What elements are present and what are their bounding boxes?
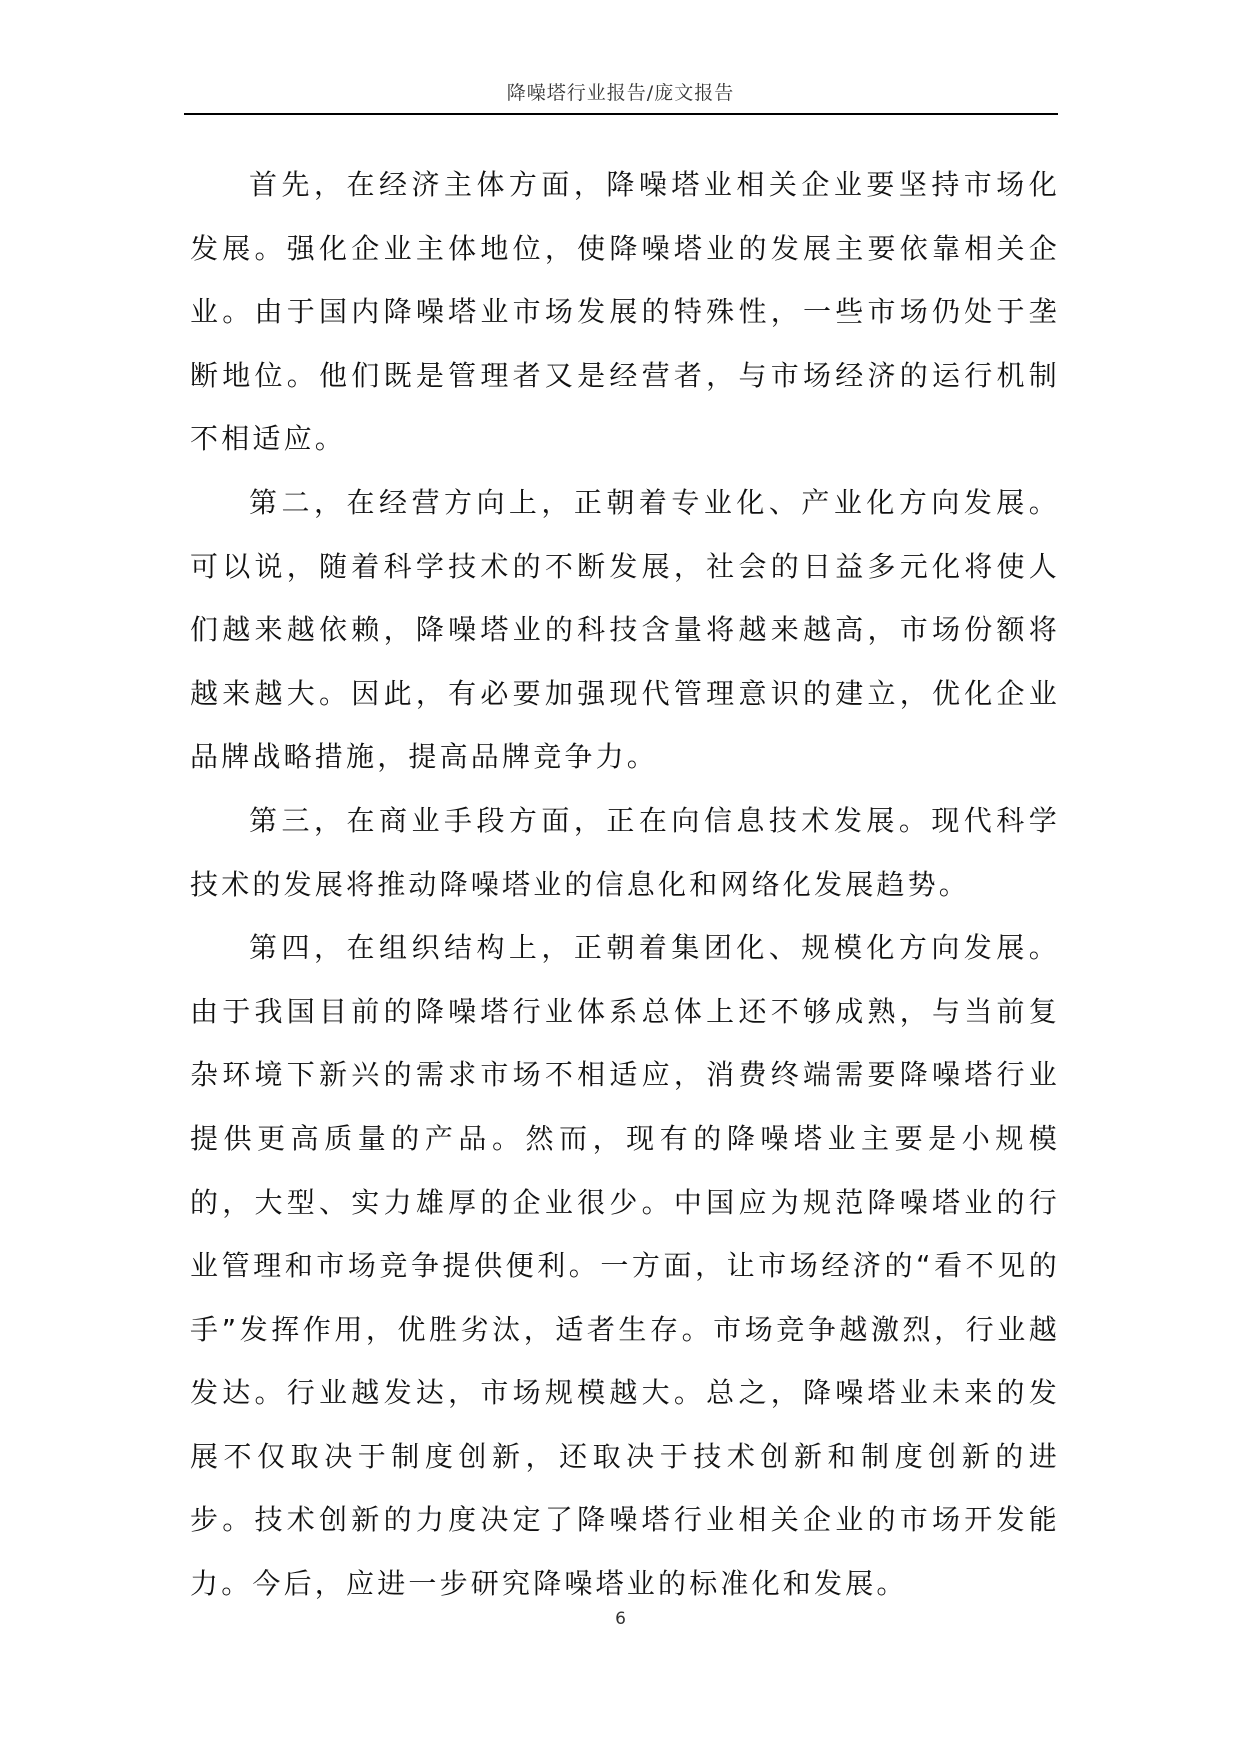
page-number: 6 xyxy=(615,1609,626,1629)
paragraph-business-direction: 第二，在经营方向上，正朝着专业化、产业化方向发展。可以说，随着科学技术的不断发展，社会的日益多元化将使人们越来越依赖，降噪塔业的科技含量将越来越高，市场份额将越来越大。因此，有必要加强现代管理意识的建立，优化企业品牌战略措施，提高品牌竞争力。 xyxy=(190,485,1060,774)
paragraph-economic-entity: 首先，在经济主体方面，降噪塔业相关企业要坚持市场化发展。强化企业主体地位，使降噪塔业的发展主要依靠相关企业。由于国内降噪塔业市场发展的特殊性，一些市场仍处于垄断地位。他们既是管理者又是经营者，与市场经济的运行机制不相适应。 xyxy=(190,168,1060,456)
document-body xyxy=(190,153,1060,1616)
running-header: 降噪塔行业报告/庞文报告 xyxy=(506,82,735,104)
header-divider xyxy=(184,113,1058,115)
paragraph-organizational-structure: 第四，在组织结构上，正朝着集团化、规模化方向发展。由于我国目前的降噪塔行业体系总体上还不够成熟，与当前复杂环境下新兴的需求市场不相适应，消费终端需要降噪塔行业提供更高质量的产品。然而，现有的降噪塔业主要是小规模的，大型、实力雄厚的企业很少。中国应为规范降噪塔业的行业管理和市场竞争提供便利。一方面，让市场经济的“看不见的手”发挥作用，优胜劣汰，适者生存。市场竞争越激烈，行业越发达。行业越发达，市场规模越大。总之，降噪塔业未来的发展不仅取决于制度创新，还取决于技术创新和制度创新的进步。技术创新的力度决定了降噪塔行业相关企业的市场开发能力。今后，应进一步研究降噪塔业的标准化和发展。 xyxy=(190,931,1060,1601)
paragraph-commercial-means: 第三，在商业手段方面，正在向信息技术发展。现代科学技术的发展将推动降噪塔业的信息化和网络化发展趋势。 xyxy=(190,803,1060,901)
